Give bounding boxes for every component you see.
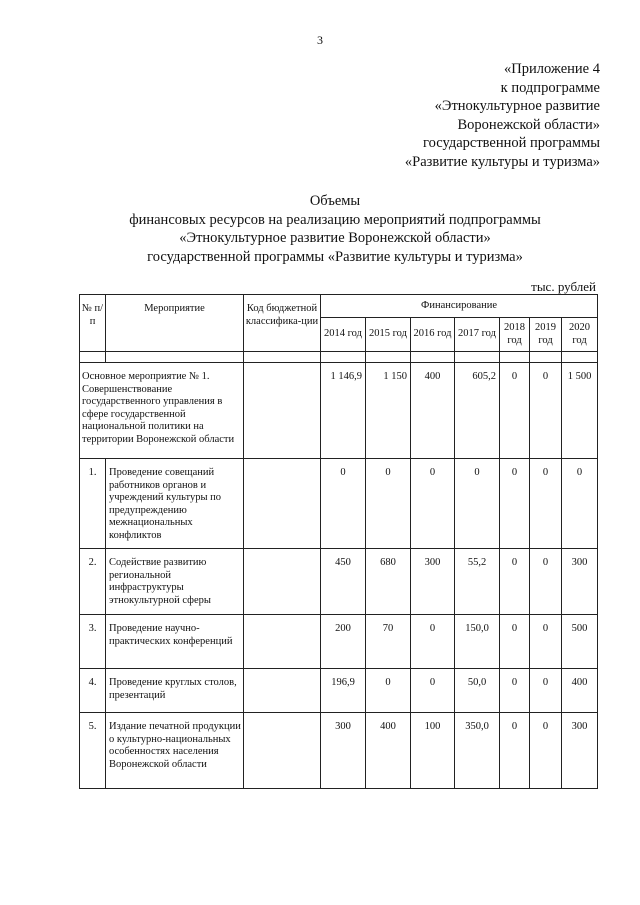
value-cell: 0 (411, 669, 455, 713)
value-cell: 1 146,9 (321, 363, 366, 459)
table-row (80, 713, 598, 789)
appendix-line: «Приложение 4 (504, 61, 600, 77)
value-cell: 0 (500, 549, 530, 615)
header-row (80, 295, 598, 318)
header-year: 2014 год (321, 318, 366, 352)
event-name: Проведение круглых столов, презентаций (106, 669, 244, 713)
value-cell: 0 (366, 459, 411, 549)
header-year: 2016 год (411, 318, 455, 352)
row-number: 3. (80, 615, 106, 669)
spacer-row (80, 352, 598, 363)
budget-code-cell (244, 459, 321, 549)
value-cell: 0 (411, 615, 455, 669)
value-cell: 0 (500, 615, 530, 669)
value-cell: 0 (321, 459, 366, 549)
appendix-line: «Этнокультурное развитие (434, 98, 600, 114)
main-event-row (80, 363, 598, 459)
value-cell: 1 150 (366, 363, 411, 459)
financing-table (79, 294, 598, 789)
value-cell: 55,2 (455, 549, 500, 615)
value-cell: 300 (562, 549, 598, 615)
value-cell: 50,0 (455, 669, 500, 713)
value-cell: 0 (530, 713, 562, 789)
event-name: Издание печатной продукции о культурно-национальных особенностях населения Воронежской области (106, 713, 244, 789)
title-line: финансовых ресурсов на реализацию мероприятий подпрограммы (129, 211, 541, 228)
header-year: 2017 год (455, 318, 500, 352)
value-cell: 0 (530, 459, 562, 549)
value-cell: 450 (321, 549, 366, 615)
units-label: тыс. рублей (531, 279, 596, 294)
table-row (80, 615, 598, 669)
header-financing: Финансирование (321, 295, 598, 318)
event-name: Проведение совещаний работников органов и учреждений культуры по предупреждению межнациональных конфликтов (106, 459, 244, 549)
budget-code-cell (244, 713, 321, 789)
value-cell: 70 (366, 615, 411, 669)
value-cell: 400 (366, 713, 411, 789)
header-budget-code: Код бюджетной классифика-ции (244, 295, 321, 352)
budget-code-cell (244, 669, 321, 713)
row-number: 5. (80, 713, 106, 789)
value-cell: 150,0 (455, 615, 500, 669)
value-cell: 0 (530, 669, 562, 713)
event-name: Содействие развитию региональной инфраструктуры этнокультурной сферы (106, 549, 244, 615)
appendix-line: к подпрограмме (500, 79, 600, 96)
title-line: государственной программы «Развитие культуры и туризма» (147, 248, 523, 265)
value-cell: 680 (366, 549, 411, 615)
value-cell: 196,9 (321, 669, 366, 713)
value-cell: 200 (321, 615, 366, 669)
value-cell: 300 (562, 713, 598, 789)
appendix-line: Воронежской области» (457, 116, 600, 133)
value-cell: 0 (530, 549, 562, 615)
table-row (80, 549, 598, 615)
header-year: 2019 год (530, 318, 562, 352)
value-cell: 0 (366, 669, 411, 713)
budget-code-cell (244, 549, 321, 615)
value-cell: 400 (411, 363, 455, 459)
budget-code-cell (244, 363, 321, 459)
value-cell: 0 (500, 713, 530, 789)
header-year: 2020 год (562, 318, 598, 352)
value-cell: 0 (530, 363, 562, 459)
title-line: Объемы (309, 193, 361, 209)
value-cell: 0 (500, 363, 530, 459)
appendix-line: «Развитие культуры и туризма» (404, 153, 600, 170)
page-number: 3 (317, 33, 323, 47)
table-row (80, 459, 598, 549)
document-title (0, 192, 640, 266)
value-cell: 0 (530, 615, 562, 669)
header-event: Мероприятие (106, 295, 244, 352)
header-no: № п/п (80, 295, 106, 352)
value-cell: 0 (562, 459, 598, 549)
value-cell: 0 (500, 669, 530, 713)
value-cell: 0 (500, 459, 530, 549)
value-cell: 0 (411, 459, 455, 549)
value-cell: 0 (455, 459, 500, 549)
value-cell: 100 (411, 713, 455, 789)
value-cell: 300 (321, 713, 366, 789)
value-cell: 1 500 (562, 363, 598, 459)
event-name: Проведение научно-практических конференций (106, 615, 244, 669)
row-number: 2. (80, 549, 106, 615)
value-cell: 605,2 (455, 363, 500, 459)
appendix-block (405, 60, 600, 171)
row-number: 1. (80, 459, 106, 549)
value-cell: 350,0 (455, 713, 500, 789)
header-year: 2015 год (366, 318, 411, 352)
row-number: 4. (80, 669, 106, 713)
appendix-line: государственной программы (423, 135, 600, 151)
table-row (80, 669, 598, 713)
budget-code-cell (244, 615, 321, 669)
value-cell: 500 (562, 615, 598, 669)
header-year: 2018 год (500, 318, 530, 352)
value-cell: 400 (562, 669, 598, 713)
title-line: «Этнокультурное развитие Воронежской области» (179, 230, 491, 246)
value-cell: 300 (411, 549, 455, 615)
main-event-name: Основное мероприятие № 1. Совершенствование государственного управления в сфере государственной национальной политики на территории Воронежской области (80, 363, 244, 459)
